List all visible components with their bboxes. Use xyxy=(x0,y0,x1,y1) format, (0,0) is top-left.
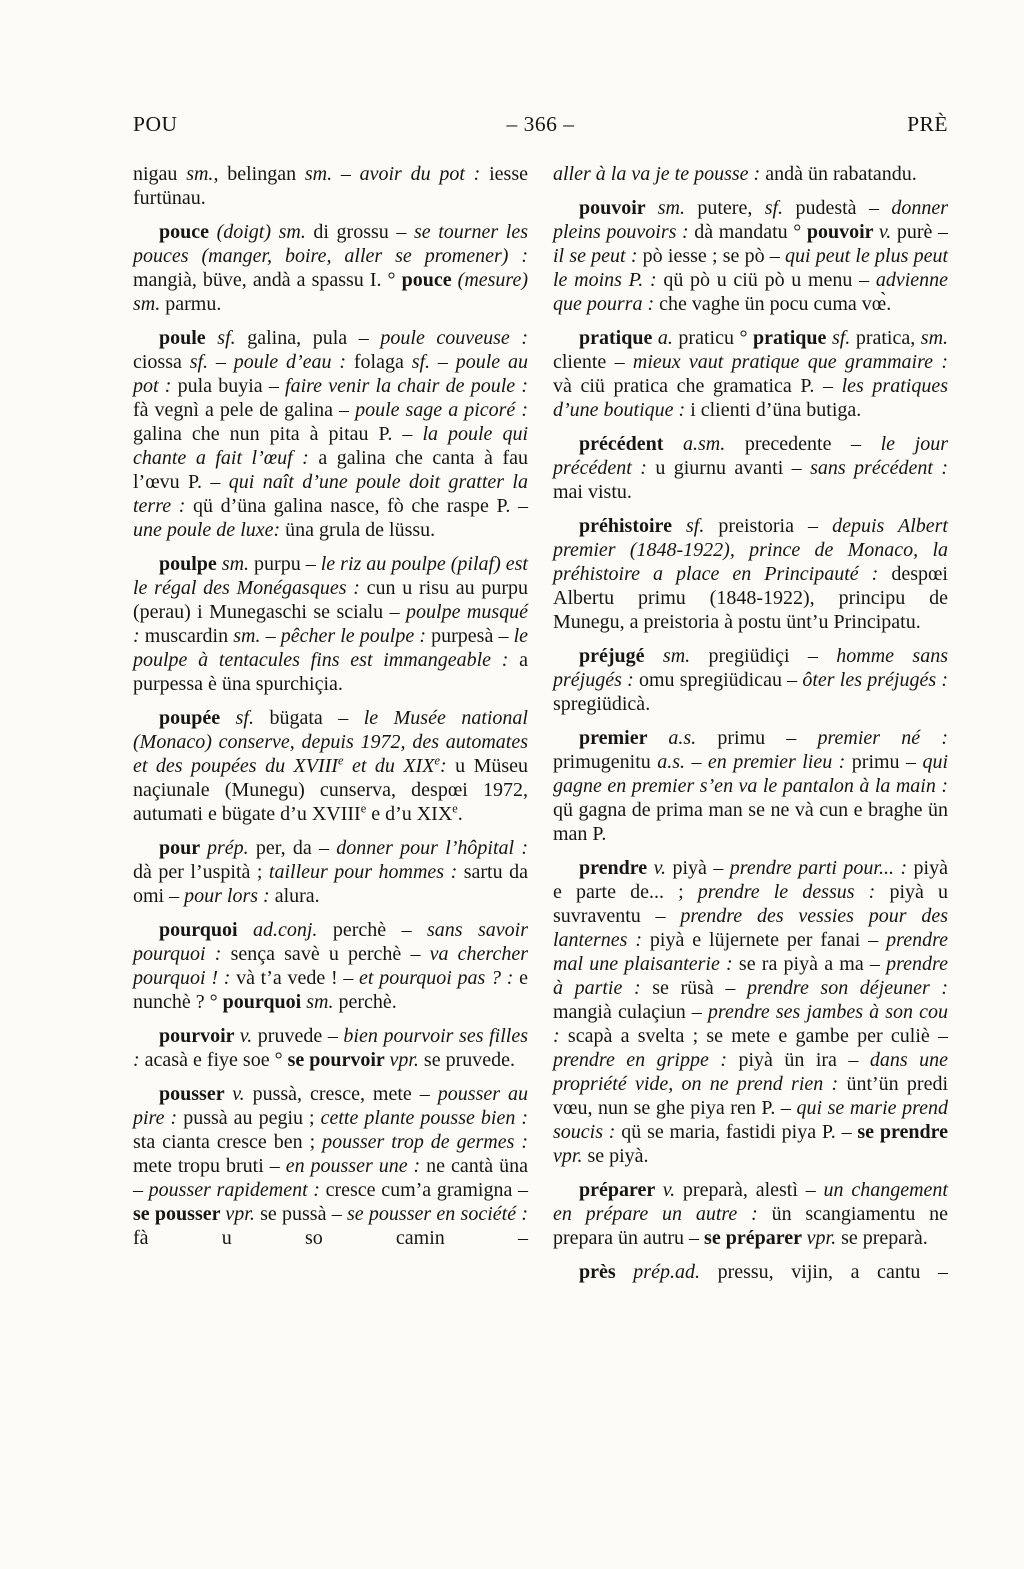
text-segment: sans savoir pourquoi : xyxy=(133,919,528,965)
text-segment: et pourquoi pas ? : xyxy=(359,967,514,989)
dictionary-entry xyxy=(553,644,948,716)
text-segment: a.s. xyxy=(657,751,686,773)
dictionary-entry xyxy=(553,326,948,422)
text-segment: : xyxy=(439,755,447,777)
text-segment: sm. xyxy=(306,991,334,1013)
headword: préparer xyxy=(579,1179,663,1201)
text-segment: galina che nun pita à pitau P. – xyxy=(133,423,423,445)
text-segment: se ra piyà a ma – xyxy=(732,953,887,975)
text-segment: primu – xyxy=(845,751,923,773)
text-segment: mieux vaut pratique que grammaire : xyxy=(632,351,948,373)
text-segment: sm. xyxy=(186,163,214,185)
text-segment: prendre mal une plaisanterie : xyxy=(553,929,949,975)
text-segment: homme sans préjugés : xyxy=(553,645,948,691)
text-segment: pussà au pegiu ; xyxy=(177,1107,321,1129)
text-segment: parmu. xyxy=(160,293,222,315)
headword: pouvoir xyxy=(806,221,879,243)
text-segment: iesse furtünau. xyxy=(133,163,528,209)
text-segment: dà per l’uspità ; xyxy=(133,861,269,883)
text-segment: en premier lieu : xyxy=(707,751,846,773)
text-segment: un changement en prépare un autre : xyxy=(553,1179,948,1225)
dictionary-entry xyxy=(553,196,948,316)
dictionary-entry xyxy=(133,918,528,1014)
text-segment: preistoria – xyxy=(704,515,833,537)
headword: précédent xyxy=(579,433,684,455)
text-segment: se pousser en société : xyxy=(347,1203,528,1225)
text-segment: poule d’eau : xyxy=(233,351,347,373)
text-segment: bien pourvoir ses filles : xyxy=(133,1025,528,1071)
text-segment: dans une propriété vide, on ne prend rien : xyxy=(553,1049,949,1095)
text-segment: vpr. xyxy=(389,1049,419,1071)
text-segment: pregiüdiçi – xyxy=(690,645,837,667)
headword: premier xyxy=(579,727,669,749)
text-segment: purpu – xyxy=(249,553,321,575)
text-segment: primugenitu xyxy=(553,751,658,773)
text-segment: galina, pula – xyxy=(235,327,381,349)
text-segment: pruvede – xyxy=(252,1025,344,1047)
text-segment: pudestà – xyxy=(783,197,892,219)
text-segment: il se peut : xyxy=(553,245,638,267)
text-segment: dà mandatu ° xyxy=(688,221,807,243)
text-segment: alura. xyxy=(269,885,320,907)
text-segment: e xyxy=(360,801,367,816)
text-segment: , belingan xyxy=(213,163,305,185)
headword: se préparer xyxy=(704,1227,807,1249)
text-segment: folaga xyxy=(346,351,412,373)
text-segment: sf. xyxy=(189,351,209,373)
text-segment: cresce cum’a gramigna – xyxy=(319,1179,529,1201)
text-segment: e d’u XIX xyxy=(366,803,453,825)
text-segment: prendre son déjeuner : xyxy=(746,977,949,999)
headword: pourvoir xyxy=(159,1025,240,1047)
headword: pratique xyxy=(753,327,832,349)
text-segment: ünt’ün predi vœu, nun se ghe piya ren P. – xyxy=(553,1073,948,1119)
text-segment: prendre à partie : xyxy=(553,953,948,999)
text-segment: preparà, alestì – xyxy=(675,1179,824,1201)
text-segment: a.s. xyxy=(668,727,697,749)
text-segment: premier né : xyxy=(817,727,948,749)
text-segment: a purpessa è üna spurchiçia. xyxy=(133,649,528,695)
text-segment: ciossa xyxy=(133,351,190,373)
text-segment: poule au pot : xyxy=(133,351,528,397)
text-segment: prép. xyxy=(207,837,249,859)
text-segment: pousser rapidement : xyxy=(148,1179,320,1201)
text-segment: e nunchè ? ° xyxy=(133,967,528,1013)
headword: pouvoir xyxy=(579,197,658,219)
text-segment: sf. xyxy=(411,351,431,373)
dictionary-entry xyxy=(133,706,528,826)
text-segment: advienne que pourra : xyxy=(553,269,948,315)
text-segment: pousser trop de germes : xyxy=(322,1131,528,1153)
text-segment: e xyxy=(434,753,440,768)
dictionary-entry xyxy=(133,326,528,542)
text-segment: piyà e parte de... ; xyxy=(553,857,948,903)
headword: se pourvoir xyxy=(287,1049,390,1071)
text-segment: (doigt) sm. xyxy=(216,221,306,243)
headword: poupée xyxy=(159,707,236,729)
page-number: – 366 – xyxy=(506,112,575,136)
text-segment: pousser au pire : xyxy=(133,1083,528,1129)
headword: pouce xyxy=(159,221,217,243)
text-segment: depuis Albert premier (1848-1922), prince de Monaco, la préhistoire a place en Principauté : xyxy=(553,515,948,585)
text-segment: mangià, büve, andà a spassu I. ° xyxy=(133,269,402,291)
text-segment: poulpe musqué : xyxy=(133,601,528,647)
text-segment: – xyxy=(260,625,281,647)
text-segment: cliente – xyxy=(553,351,633,373)
text-segment: pula buyia – xyxy=(171,375,286,397)
text-segment: e xyxy=(337,753,344,768)
headword: poule xyxy=(159,327,218,349)
text-segment: andà ün rabatandu. xyxy=(760,163,917,185)
text-segment: v. xyxy=(239,1025,253,1047)
text-segment: (mesure) sm. xyxy=(133,269,529,315)
text-segment: donner pleins pouvoirs : xyxy=(553,197,948,243)
text-segment: mete tropu bruti – xyxy=(133,1155,286,1177)
text-segment: poule sage a picoré : xyxy=(355,399,528,421)
text-segment: sf. xyxy=(831,327,851,349)
text-segment: acasà e fiye soe ° xyxy=(139,1049,288,1071)
text-segment: se pruvede. xyxy=(418,1049,515,1071)
dictionary-entry xyxy=(553,1178,948,1250)
text-segment: cun u risu au purpu (perau) i Munegaschi se scialu – xyxy=(133,577,529,623)
headword: préhistoire xyxy=(579,515,687,537)
text-segment: muscardin xyxy=(139,625,234,647)
text-segment: scapà a svelta ; se mete e gambe per culiè – xyxy=(559,1025,948,1047)
dictionary-entry xyxy=(133,1024,528,1072)
text-segment: omu spregiüdicau – xyxy=(633,669,803,691)
text-segment: piyà u suvraventu – xyxy=(553,881,948,927)
text-segment: faire venir la chair de poule : xyxy=(285,375,528,397)
text-segment: và t’a vede ! – xyxy=(230,967,360,989)
text-segment: ne cantà üna – xyxy=(133,1155,529,1201)
text-segment: vpr. xyxy=(225,1203,255,1225)
text-segment: precedente – xyxy=(725,433,881,455)
text-segment: se rüsà – xyxy=(640,977,747,999)
text-segment: pussà, cresce, mete – xyxy=(244,1083,438,1105)
dictionary-entry xyxy=(553,726,948,846)
text-segment: prendre parti pour... : xyxy=(729,857,908,879)
text-segment: se preparà. xyxy=(836,1227,928,1249)
text-segment: prendre des vessies pour des lanternes : xyxy=(553,905,948,951)
headword: pousser xyxy=(159,1083,233,1105)
headword: pratique xyxy=(579,327,658,349)
text-segment: fà u so camin – xyxy=(133,1227,528,1249)
headword: près xyxy=(579,1261,634,1283)
headword: préjugé xyxy=(579,645,663,667)
text-segment: piyà – xyxy=(666,857,730,879)
column-left xyxy=(133,162,528,1294)
text-segment: sf. xyxy=(764,197,784,219)
text-segment: nigau xyxy=(133,163,187,185)
text-segment: piyà e lüjernete per fanai – xyxy=(642,929,887,951)
text-segment: v. xyxy=(878,221,892,243)
text-segment: qü se maria, fastidi piya P. – xyxy=(615,1121,858,1143)
text-segment: donner pour l’hôpital : xyxy=(336,837,528,859)
text-segment: – xyxy=(685,751,708,773)
headword: prendre xyxy=(579,857,654,879)
dictionary-entry xyxy=(133,220,528,316)
text-segment: purè – xyxy=(891,221,948,243)
text-segment: qü d’üna galina nasce, fò che raspe P. – xyxy=(185,495,528,517)
text-segment: sans précédent : xyxy=(810,457,948,479)
text-segment: qü gagna de prima man se ne và cun e braghe ün man P. xyxy=(553,799,948,845)
text-segment: – xyxy=(430,351,456,373)
text-segment: u Müseu naçiunale (Munegu) cunserva, despœi 1972, autumati e bügate d’u XVIII xyxy=(133,755,529,825)
dictionary-entry xyxy=(133,836,528,908)
running-header xyxy=(133,112,948,140)
dictionary-entry xyxy=(553,514,948,634)
text-segment: sf. xyxy=(686,515,705,537)
text-segment: a. xyxy=(657,327,673,349)
text-segment: sm. xyxy=(304,163,333,185)
text-segment: che vaghe ün pocu cuma vœ̀. xyxy=(654,293,892,315)
text-segment: per, da – xyxy=(248,837,337,859)
text-segment: pour lors : xyxy=(184,885,270,907)
text-segment: le Musée national (Monaco) conserve, depuis 1972, des automates et des poupées du XVIII xyxy=(133,707,528,777)
text-segment: la poule qui chante a fait l’œuf : xyxy=(133,423,528,469)
text-segment: pratica, xyxy=(850,327,921,349)
text-segment: mai vistu. xyxy=(553,481,632,503)
text-segment: . xyxy=(457,803,463,825)
text-segment: spregiüdicà. xyxy=(553,693,651,715)
text-segment: en pousser une : xyxy=(285,1155,421,1177)
text-segment: qui naît d’une poule doit gratter la terre : xyxy=(133,471,528,517)
text-segment: ad.conj. xyxy=(253,919,318,941)
text-segment: qui gagne en premier s’en va le pantalon à la main : xyxy=(553,751,949,797)
text-segment: pressu, vijin, a cantu – xyxy=(699,1261,948,1283)
text-segment: piyà ün ira – xyxy=(727,1049,870,1071)
text-segment: et du XIX xyxy=(343,755,435,777)
text-segment: prendre ses jambes à son cou : xyxy=(553,1001,948,1047)
text-segment: primu – xyxy=(696,727,818,749)
dictionary-entry xyxy=(553,856,948,1168)
text-segment: poule couveuse : xyxy=(380,327,528,349)
text-segment: purpesà – xyxy=(426,625,514,647)
text-segment: – xyxy=(332,163,360,185)
text-segment: v. xyxy=(653,857,667,879)
text-segment: và ciü pratica che gramatica P. – xyxy=(553,375,842,397)
text-segment: avoir du pot : xyxy=(359,163,481,185)
text-segment: le poulpe à tentacules fins est immangeable : xyxy=(133,625,529,671)
headword: se prendre xyxy=(857,1121,948,1143)
headword: pourquoi xyxy=(159,919,253,941)
headword: poulpe xyxy=(159,553,222,575)
text-segment: fà vegnì a pele de galina – xyxy=(133,399,356,421)
text-segment: sm. xyxy=(233,625,261,647)
text-segment: a.sm. xyxy=(683,433,726,455)
headword: pouce xyxy=(401,269,458,291)
text-segment: qui peut le plus peut le moins P. : xyxy=(553,245,949,291)
text-columns xyxy=(133,162,948,1294)
text-segment: bügata – xyxy=(253,707,364,729)
text-segment: sença savè u perchè – xyxy=(221,943,430,965)
text-segment: le riz au poulpe (pilaf) est le régal des Monégasques : xyxy=(133,553,528,599)
dictionary-entry xyxy=(553,432,948,504)
text-segment: praticu ° xyxy=(672,327,754,349)
text-segment: sm. xyxy=(662,645,691,667)
text-segment: ôter les préjugés : xyxy=(802,669,948,691)
text-segment: mangià culaçiun – xyxy=(553,1001,708,1023)
text-segment: se piyà. xyxy=(582,1145,649,1167)
headword: pourquoi xyxy=(222,991,307,1013)
text-segment: sta cianta cresce ben ; xyxy=(133,1131,323,1153)
dictionary-entry xyxy=(133,552,528,696)
text-segment: une poule de luxe: xyxy=(133,519,281,541)
text-segment: putere, xyxy=(684,197,765,219)
text-segment: u giurnu avanti – xyxy=(646,457,811,479)
text-segment: v. xyxy=(662,1179,676,1201)
text-segment: sf. xyxy=(217,327,236,349)
text-segment: se pussà – xyxy=(254,1203,347,1225)
text-segment: sm. xyxy=(657,197,685,219)
header-guide-word-left: POU xyxy=(133,112,178,136)
text-segment: perchè. xyxy=(333,991,397,1013)
text-segment: pò iesse ; se pò – xyxy=(637,245,785,267)
text-segment: sartu da omi – xyxy=(133,861,528,907)
text-segment: le jour précédent : xyxy=(553,433,948,479)
text-segment: pêcher le poulpe : xyxy=(280,625,427,647)
column-right xyxy=(553,162,948,1294)
text-segment: qui se marie prend soucis : xyxy=(553,1097,949,1143)
dictionary-entry xyxy=(553,1260,948,1284)
text-segment: sf. xyxy=(235,707,254,729)
text-segment: v. xyxy=(232,1083,245,1105)
entry-continuation xyxy=(553,162,948,186)
text-segment: les pratiques d’une boutique : xyxy=(553,375,948,421)
text-segment: se tourner les pouces (manger, boire, aller se promener) : xyxy=(133,221,528,267)
text-segment: üna grula de lüssu. xyxy=(280,519,436,541)
text-segment: sm. xyxy=(221,553,250,575)
entry-continuation xyxy=(133,162,528,210)
text-segment: despœi Albertu primu (1848-1922), principu de Munegu, a preistoria à postu ünt’u Principatu. xyxy=(553,563,948,633)
text-segment: qü pò u ciü pò u menu – xyxy=(656,269,876,291)
text-segment: di grossu – xyxy=(305,221,414,243)
text-segment: aller à la va je te pousse : xyxy=(553,163,761,185)
text-segment: cette plante pousse bien : xyxy=(320,1107,529,1129)
text-segment: prendre en grippe : xyxy=(553,1049,727,1071)
dictionary-entry xyxy=(133,1082,528,1250)
text-segment: perchè – xyxy=(317,919,427,941)
text-segment: va chercher pourquoi ! : xyxy=(133,943,528,989)
text-segment: vpr. xyxy=(553,1145,583,1167)
text-segment: tailleur pour hommes : xyxy=(268,861,458,883)
headword: pour xyxy=(159,837,208,859)
text-segment: i clienti d’üna butiga. xyxy=(685,399,862,421)
text-segment: ün scangiamentu ne prepara ün autru – xyxy=(553,1203,949,1249)
text-segment: prendre le dessus : xyxy=(697,881,876,903)
text-segment: – xyxy=(208,351,234,373)
text-segment: a galina che canta à fau l’œvu P. – xyxy=(133,447,528,493)
text-segment: e xyxy=(452,801,458,816)
text-segment: vpr. xyxy=(806,1227,837,1249)
text-segment: sm. xyxy=(920,327,949,349)
text-segment: prép.ad. xyxy=(633,1261,700,1283)
headword: se pousser xyxy=(133,1203,226,1225)
header-guide-word-right: PRÈ xyxy=(907,112,948,136)
